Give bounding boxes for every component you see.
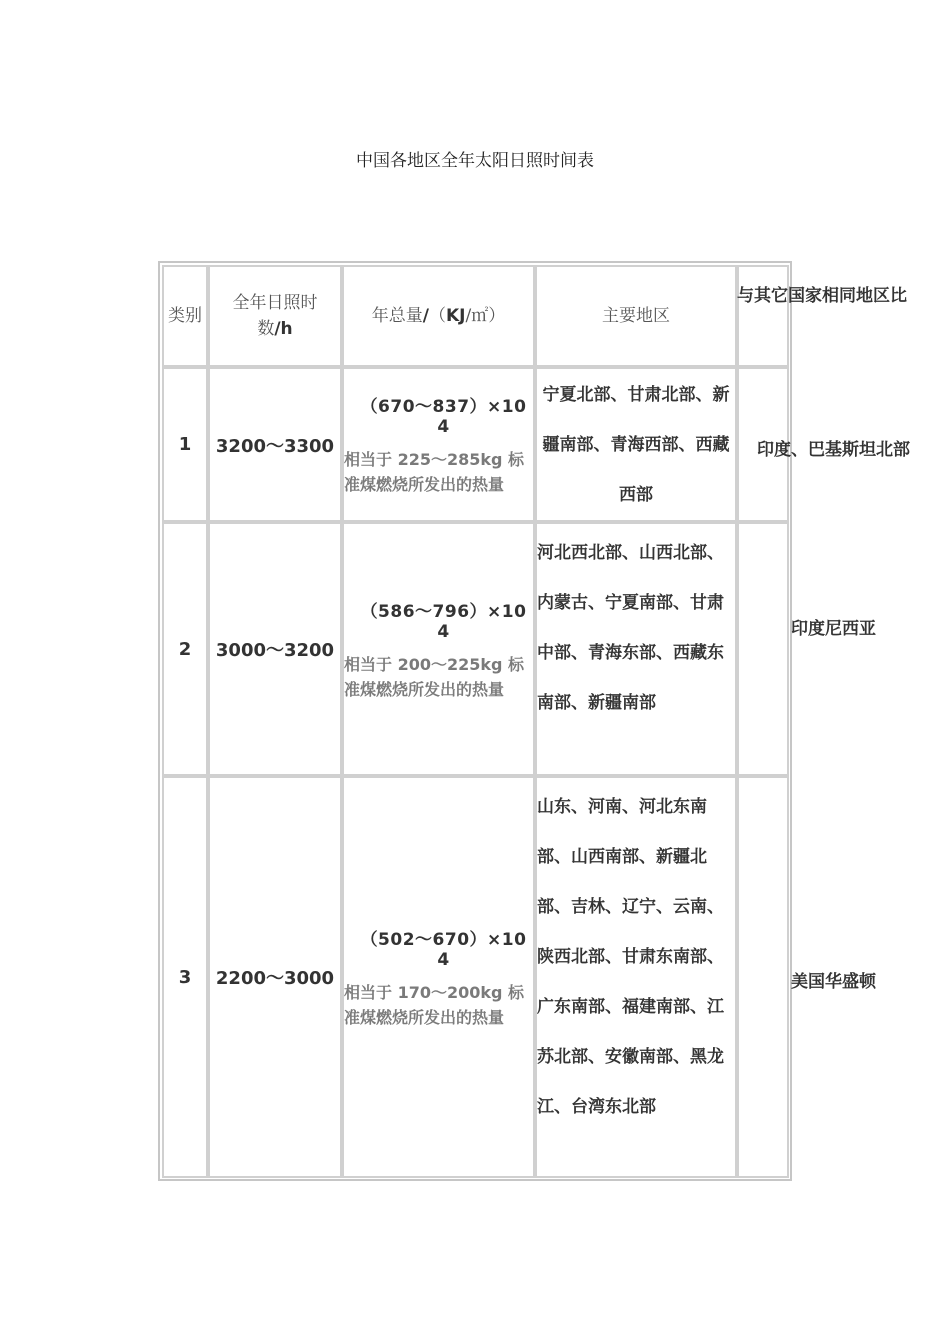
row3-energy-cell xyxy=(342,776,535,1178)
row1-hours: 3200～3300 xyxy=(208,367,342,522)
header-total-unit-rest: /㎡） xyxy=(465,306,506,326)
row3-category: 3 xyxy=(162,776,208,1178)
row1-region xyxy=(535,367,737,522)
header-category-label: 类别 xyxy=(168,306,202,326)
row2-compare-cell xyxy=(737,522,789,776)
header-total xyxy=(342,265,535,367)
row2-compare: 印度尼西亚 xyxy=(791,619,876,639)
row3-compare: 美国华盛顿 xyxy=(791,972,876,992)
row2-region xyxy=(535,522,737,776)
row2-category: 2 xyxy=(162,522,208,776)
header-hours-unit: /h xyxy=(274,319,293,339)
header-total-paren: （ xyxy=(428,306,446,326)
header-total-slash: / xyxy=(422,306,429,326)
header-total-label xyxy=(372,303,505,329)
row2-energy: （586～796）×10 4 xyxy=(360,601,527,642)
row1-energy-cell xyxy=(342,367,535,522)
header-region xyxy=(535,265,737,367)
header-hours xyxy=(208,265,342,367)
row1-compare: 印度、巴基斯坦北部 xyxy=(757,440,910,460)
row3-hours: 2200～3000 xyxy=(208,776,342,1178)
row3-equivalent: 相当于 170～200kg 标准煤燃烧所发出的热量 xyxy=(344,982,525,1027)
header-category xyxy=(162,265,208,367)
header-compare-label: 与其它国家相同地区比 xyxy=(737,286,907,306)
row1-region-text: 宁夏北部、甘肃北部、新疆南部、青海西部、西藏西部 xyxy=(542,384,730,505)
row3-region xyxy=(535,776,737,1178)
row2-hours: 3000～3200 xyxy=(208,522,342,776)
row1-category: 1 xyxy=(162,367,208,522)
document-title: 中国各地区全年太阳日照时间表 xyxy=(356,151,594,171)
row3-energy: （502～670）×10 4 xyxy=(360,929,527,970)
header-total-unit-kj: KJ xyxy=(445,306,466,326)
header-hours-line1: 全年日照时 xyxy=(232,293,318,313)
header-hours-line2: 数 xyxy=(257,319,275,339)
row1-equivalent: 相当于 225～285kg 标准煤燃烧所发出的热量 xyxy=(344,450,525,494)
row3-region-text: 山东、河南、河北东南部、山西南部、新疆北部、吉林、辽宁、云南、陕西北部、甘肃东南部、广东南部、福建南部、江苏北部、安徽南部、黑龙江、台湾东北部 xyxy=(537,797,724,1117)
header-total-prefix: 年总量 xyxy=(371,306,423,326)
row2-equivalent: 相当于 200～225kg 标准煤燃烧所发出的热量 xyxy=(344,654,525,699)
header-region-label: 主要地区 xyxy=(602,306,670,326)
row1-energy: （670～837）×10 4 xyxy=(360,397,527,437)
header-hours-label xyxy=(233,290,318,342)
row2-region-text: 河北西北部、山西北部、内蒙古、宁夏南部、甘肃中部、青海东部、西藏东南部、新疆南部 xyxy=(537,543,724,713)
row2-energy-cell xyxy=(342,522,535,776)
